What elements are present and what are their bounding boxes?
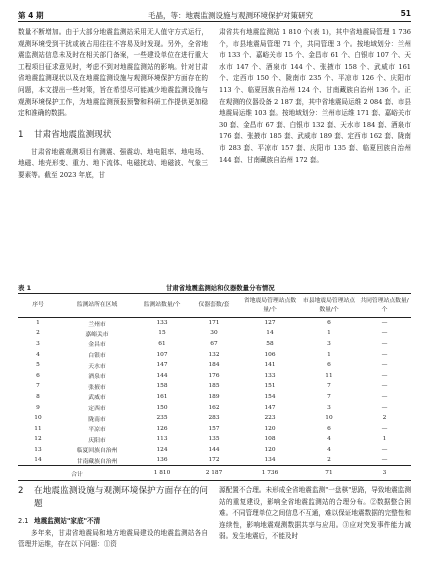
table-cell: 4 (36, 351, 40, 358)
table-row (18, 434, 411, 445)
table-cell: 124 (156, 446, 168, 453)
subsection-2-1-heading (18, 516, 208, 528)
table-cell: 136 (156, 457, 168, 464)
table-1 (18, 281, 411, 481)
table-cell: — (381, 362, 388, 369)
left-column (18, 27, 208, 182)
table-cell: 1 (382, 436, 387, 443)
column-header: 监测站数量/个 (143, 302, 181, 308)
column-header: 监测站所在区域 (76, 302, 118, 308)
table-cell: 平凉市 (88, 427, 106, 434)
subsection-title: 地震监测站"家底"不清 (34, 517, 101, 525)
table-cell: 157 (208, 425, 220, 432)
page-header (18, 8, 411, 22)
table-row (18, 328, 411, 339)
table-cell: 甘南藏族自治州 (76, 458, 118, 465)
table-cell: 127 (264, 320, 276, 327)
table-cell: 11 (34, 425, 42, 432)
table-cell: 10 (34, 415, 42, 422)
section-1-number: 1 (18, 129, 24, 140)
table-cell: 10 (325, 415, 333, 422)
table-cell: 150 (156, 404, 168, 411)
table-cell: 6 (327, 362, 331, 369)
table-cell: — (381, 457, 388, 464)
table-cell: 144 (208, 446, 220, 453)
table-row (18, 370, 411, 381)
right-column (219, 27, 411, 166)
table-cell: 107 (156, 351, 168, 358)
section-2-column (18, 485, 208, 551)
table-cell: 张掖市 (88, 384, 106, 391)
subsection-number: 2.1 (18, 517, 29, 525)
table-cell: 133 (156, 320, 168, 327)
column-header: 序号 (32, 302, 44, 308)
table-cell: 184 (208, 362, 220, 369)
table-cell: 12 (34, 436, 42, 443)
table-row (18, 445, 411, 456)
table-cell: 1 (327, 330, 331, 337)
subsection-paragraph: 多年来，甘肃省地震局和地方地震局建设的地震监测站各自管理并运维，存在以下问题：①资 (18, 528, 208, 549)
table-cell: — (381, 393, 388, 400)
table-cell: 30 (210, 330, 218, 337)
table-cell: — (381, 383, 388, 390)
table-cell: 4 (327, 446, 331, 453)
table-cell: 14 (34, 457, 42, 464)
table-cell: 61 (158, 340, 166, 347)
table-cell: 金昌市 (88, 342, 106, 349)
table-cell: 135 (208, 436, 220, 443)
table-row (18, 392, 411, 403)
table-cell: 126 (156, 425, 168, 432)
table-cell: 3 (327, 340, 331, 347)
table-cell: 11 (325, 372, 333, 379)
table-cell: 2 (382, 415, 387, 422)
total-cell: 1 810 (153, 470, 171, 477)
table-cell: 1 (36, 320, 40, 327)
table-cell: 白银市 (88, 353, 106, 360)
column-header: 仪器套数/套 (198, 302, 230, 308)
table-cell: 6 (36, 372, 40, 379)
table-cell: 185 (208, 383, 220, 390)
table-cell: — (381, 404, 388, 411)
table-body (18, 318, 411, 481)
table-cell: — (381, 320, 388, 327)
section-1-title: 甘肃省地震监测现状 (34, 129, 112, 140)
table-cell: 147 (156, 362, 168, 369)
table-cell: 7 (327, 393, 331, 400)
table-cell: 283 (208, 415, 220, 422)
station-distribution-table (18, 293, 411, 481)
table-cell: 15 (158, 330, 166, 337)
table-cell: 嘉峪关市 (85, 331, 109, 338)
column-header: 共同管理站点数量/个 (360, 297, 409, 313)
table-cell: — (381, 425, 388, 432)
table-header-row (18, 294, 411, 318)
table-cell: 162 (208, 404, 220, 411)
table-label: 表 1 (18, 284, 32, 292)
table-cell: — (381, 340, 388, 347)
table-cell: 154 (264, 393, 276, 400)
section-2-heading (18, 485, 208, 511)
table-cell: 141 (264, 362, 276, 369)
total-cell: 合计 (71, 471, 83, 478)
table-cell: 5 (36, 362, 40, 369)
table-row (18, 318, 411, 329)
table-cell: — (381, 330, 388, 337)
table-cell: 兰州市 (88, 321, 106, 328)
table-row (18, 381, 411, 392)
section-2-number: 2 (18, 486, 24, 496)
issue-number: 第 4 期 (18, 11, 44, 20)
table-cell: 9 (36, 404, 40, 411)
statistics-paragraph: 肃省共有地震监测站 1 810 个(表 1)，其中省地震局管理 1 736 个，市县地震局管理 71 个，共同管理 3 个。按地域划分：兰州市 133 个、嘉峪关市 15 个、金昌市 61 个、白银市 107 个、天水市 147 个、酒泉市 144 个、张掖市 158 个、武威市 161 个、定西市 150 个、陇南市 235 个、平凉市 126 个、庆阳市 113 个、临夏回族自治州 124 个、甘南藏族自治州 136 个。正在观测的仪器设备 2 187 套，其中省地震局运维 2 084 套、市县地震局运维 103 套。按地域划分：兰州市运维 171 套、嘉峪关市 30 套、金昌市 67 套、白银市 132 套、天水市 184 套、酒泉市 176 套、张掖市 185 套、武威市 189 套、定西市 162 套、陇南市 283 套、平凉市 157 套、庆阳市 135 套、临夏回族自治州 144 套、甘南藏族自治州 172 套。 (219, 28, 411, 164)
table-cell: 172 (208, 457, 220, 464)
running-title: 毛晶，等：地震监测设施与观测环境保护对策研究 (148, 11, 313, 20)
table-row (18, 402, 411, 413)
intro-paragraph: 数量不断增加。由于大部分地震监测站采用无人值守方式运行，观测环境受到干扰或被占用往往不容易及时发现。另外，全省地震监测站信息未及时在相关部门备案，一些建设单位在进行重大工程项目征求意见时，考虑不到对地震监测站的影响。针对甘肃省地震监测现状以及在地震监测设施与观测环境保护方面存在的问题，本文提出一些对策，旨在希望尽可能减少地震监测设施与观测环境保护工作，为地震监测预报预警和科研工作提供更加稳定和准确的数据。 (18, 28, 208, 118)
table-row (18, 413, 411, 424)
table-cell: 临夏回族自治州 (76, 448, 118, 455)
table-cell: 天水市 (88, 363, 106, 370)
table-cell: 223 (264, 415, 276, 422)
table-cell: 108 (264, 436, 276, 443)
table-cell: 2 (327, 457, 331, 464)
table-cell: — (381, 372, 388, 379)
table-cell: 7 (36, 383, 40, 390)
table-row (18, 339, 411, 350)
table-cell: 132 (208, 351, 220, 358)
table-title: 甘肃省地震监测站和仪器数量分布情况 (166, 284, 275, 292)
table-cell: 13 (34, 446, 42, 453)
table-cell: 7 (327, 383, 331, 390)
table-cell: 189 (208, 393, 220, 400)
table-cell: 定西市 (88, 406, 106, 413)
table-caption (18, 281, 411, 293)
table-cell: 106 (264, 351, 276, 358)
table-row (18, 360, 411, 371)
table-cell: — (381, 446, 388, 453)
table-cell: 134 (264, 457, 276, 464)
total-cell: 71 (325, 470, 333, 477)
table-cell: 120 (264, 425, 276, 432)
section-1-paragraph: 甘肃省地震观测项目有测震、强震动、地电阻率、地电场、地磁、地壳形变、重力、地下流体、电磁扰动、地磁波、气象三要素等。截至 2023 年底，甘 (18, 147, 208, 179)
table-cell: — (381, 351, 388, 358)
table-cell: 武威市 (88, 395, 106, 402)
table-cell: 120 (264, 446, 276, 453)
column-header: 省地震局管理站点数量/个 (243, 297, 297, 313)
table-cell: 235 (156, 415, 168, 422)
continued-column (219, 485, 411, 543)
page-number: 51 (400, 9, 411, 18)
table-cell: 113 (156, 436, 168, 443)
column-header: 市县地震局管理站点数量/个 (302, 297, 356, 313)
table-cell: 6 (327, 425, 331, 432)
table-cell: 庆阳市 (88, 437, 106, 444)
total-cell: 3 (382, 470, 387, 477)
table-cell: 158 (156, 383, 168, 390)
section-1-heading (18, 128, 208, 142)
total-cell: 2 187 (205, 470, 223, 477)
table-cell: 4 (327, 436, 331, 443)
table-cell: 144 (156, 372, 168, 379)
table-cell: 171 (208, 320, 220, 327)
section-2-title: 在地震监测设施与观测环境保护方面存在的问题 (34, 486, 208, 509)
table-cell: 3 (36, 340, 40, 347)
total-cell: 1 736 (261, 470, 279, 477)
table-cell: 161 (156, 393, 168, 400)
table-total-row (18, 466, 411, 481)
table-cell: 147 (264, 404, 276, 411)
table-cell: 8 (36, 393, 40, 400)
table-cell: 酒泉市 (88, 374, 106, 381)
table-cell: 14 (266, 330, 274, 337)
table-cell: 1 (327, 351, 331, 358)
table-cell: 58 (266, 340, 274, 347)
table-cell: 176 (208, 372, 220, 379)
table-cell: 陇南市 (88, 416, 106, 423)
continued-paragraph: 源配置不合理。未形成全省地震监测"一盘棋"思路，导致地震监测站的重复建设，影响全省地震监测站的合理分布。②数据整合困难。不同管理单位之间信息不互通，难以保证地震数据的完整性和连续性，影响地震观测数据共享与应用。③应对突发事件能力减弱。发生地震后，不能及时 (219, 486, 411, 541)
table-row (18, 349, 411, 360)
table-row (18, 423, 411, 434)
table-cell: 151 (264, 383, 276, 390)
table-cell: 3 (327, 404, 331, 411)
table-cell: 2 (36, 330, 40, 337)
table-cell: 133 (264, 372, 276, 379)
table-cell: 67 (210, 340, 218, 347)
table-cell: 6 (327, 320, 331, 327)
table-row (18, 455, 411, 466)
